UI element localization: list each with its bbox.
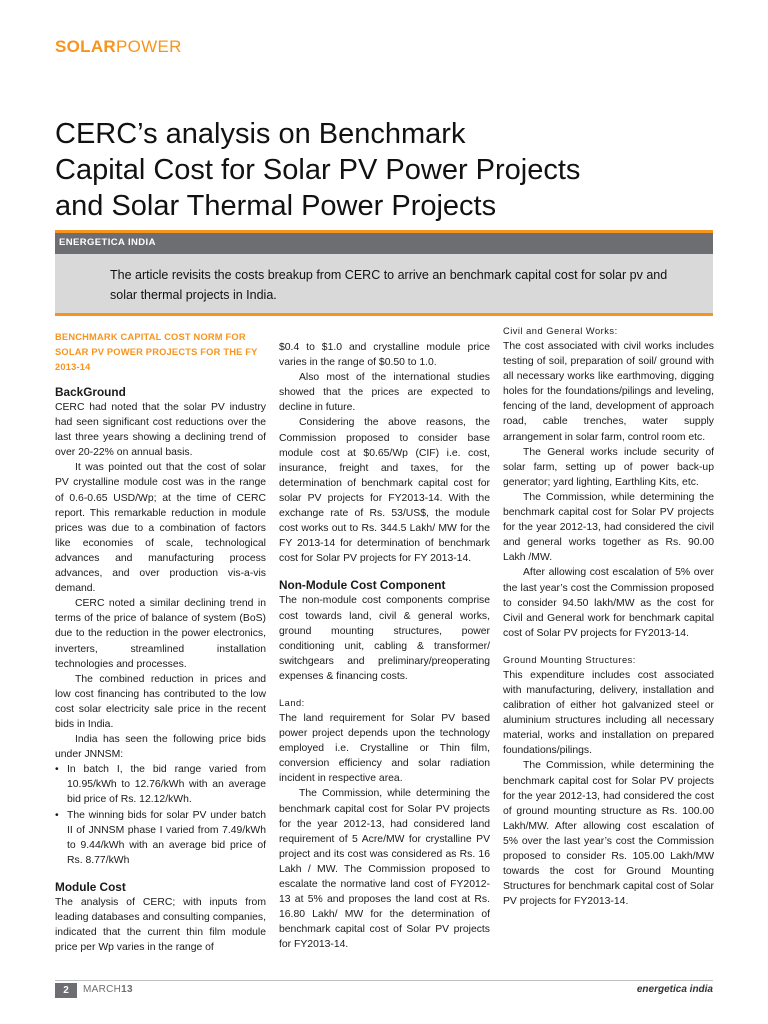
paragraph: The land requirement for Solar PV based power project depends upon the technology employed i.e. Crystalline or Thin film, conversion efficiency and solar radiation incident in respective area. [279,712,490,785]
column-2 [279,330,490,952]
section-heading: BENCHMARK CAPITAL COST NORM FOR SOLAR PV POWER PROJECTS FOR THE FY 2013-14 [55,332,258,372]
paragraph: It was pointed out that the cost of solar PV crystalline module cost was in the range of 0.6-0.65 USD/Wp; at the time of CERC report. This remarkable reduction in module prices was due to a combination of factors like economies of scale, technological advances and manufacturing process advances, and over production vis-a-vis demand. [55,462,266,595]
issue-year: 13 [121,984,133,995]
paragraph: CERC had noted that the solar PV industry had seen significant cost reductions over the last three years showing a declining trend of over 20-22% on annual basis. [55,402,266,459]
section-tag [55,37,182,57]
title-line: Capital Cost for Solar PV Power Projects [55,154,581,186]
author-name: ENERGETICA INDIA [59,237,156,248]
subheading-module-cost: Module Cost [55,879,126,894]
list-item: • In batch I, the bid range varied from 10.95/kWh to 12.76/kWh with an average bid price of Rs. 12.12/kWh. [55,762,266,807]
paragraph: The Commission, while determining the benchmark capital cost for Solar PV projects for the year 2012-13, had considered land requirement of 5 Acre/MW for crystalline PV project and its cost was considered as Rs. 16 Lakh / MW. The Commission proposed to escalate the normative land cost of FY2012-13 at 5% and proposes the land cost at Rs. 16.80 Lakh/ MW for the determination of benchmark capital cost of Solar PV projects for FY2013-14. [279,788,490,951]
paragraph: $0.4 to $1.0 and crystalline module price varies in the range of $0.50 to 1.0. [279,342,490,369]
subheading-land: Land: [279,697,305,708]
subheading-civil-works: Civil and General Works: [503,326,618,336]
section-tag-light: POWER [116,37,182,56]
page-number: 2 [55,983,77,998]
article-title [55,116,695,224]
abstract-text: The article revisits the costs breakup from CERC to arrive an benchmark capital cost for solar pv and solar thermal projects in India. [110,268,668,302]
paragraph: The combined reduction in prices and low cost financing has contributed to the low cost solar electricity sale price in the recent bids in India. [55,673,266,730]
paragraph: The General works include security of solar farm, setting up of power back-up generator; yard lighting, Earthling Kits, etc. [503,446,714,488]
paragraph: Considering the above reasons, the Commission proposed to consider base module cost at $0.65/Wp (CIF) i.e. cost, insurance, freight and taxes, for the determination of benchmark capital cost for solar PV projects for FY2013-14. With the exchange rate of Rs. 53/US$, the module cost works out to Rs. 344.5 Lakh/ MW for the FY 2013-14 for determination of benchmark cost for Solar PV projects for FY 2013-14. [279,417,490,565]
subheading-ground-mounting: Ground Mounting Structures: [503,654,636,665]
bid-list [55,762,266,868]
column-1 [55,330,266,955]
column-3 [503,326,714,909]
paragraph: CERC noted a similar declining trend in terms of the price of balance of system (BoS) due to the reduction in the power electronics, inverters, streamlined installation technologies and processes. [55,598,266,670]
paragraph: The analysis of CERC; with inputs from leading databases and consulting companies, indicated that the current thin film module price per Wp varies in the range of [55,896,266,954]
paragraph: After allowing cost escalation of 5% over the last year’s cost the Commission proposed to consider 94.50 lakh/MW as the cost for Civil and General work for benchmark capital cost of Solar PV projects for FY2013-14. [503,567,714,639]
title-line: and Solar Thermal Power Projects [55,190,497,222]
paragraph: The cost associated with civil works includes testing of soil, preparation of soil/ ground with all necessary works like earthmoving, digging holes for the foundations/pilings and leveling, fencing of the land, development of approach road, cable trenches, water supply arrangement in solar farm, control room etc. [503,341,714,443]
magazine-brand: energetica india [636,984,713,995]
section-tag-bold: SOLAR [55,37,116,56]
footer-divider [55,980,713,981]
subheading-non-module: Non-Module Cost Component [279,578,446,593]
paragraph: India has seen the following price bids under JNNSM: [55,734,266,761]
title-line: CERC’s analysis on Benchmark [55,118,466,150]
paragraph: This expenditure includes cost associated with manufacturing, delivery, installation and calibration of either hot galvanized steel or aluminium structures including all necessary material, works and installation on prepared foundations/pilings. [503,669,714,757]
paragraph: The non-module cost components comprise cost towards land, civil & general works, ground mounting structures, power conditioning unit, cabling & transformer/ switchgears and preliminary/preoperating expenses & financing costs. [279,595,490,682]
issue-month: MARCH [83,984,122,995]
abstract-box [55,254,713,316]
issue-date [83,984,133,995]
subheading-background: BackGround [55,385,126,399]
paragraph: The Commission, while determining the benchmark capital cost for Solar PV projects for the year 2012-13, had considered the cost of ground mounting structure as Rs. 100.00 Lakh/MW. After allowing cost escalation of 5% over the last year’s cost the Commission proposed to consider Rs. 105.00 Lakh/MW towards the cost for Ground Mounting Structures for benchmark capital cost of Solar PV projects for FY2013-14. [503,760,714,908]
author-bar [55,230,713,254]
paragraph: The Commission, while determining the benchmark capital cost for Solar PV projects for the year 2012-13, had considered the civil and general works together as Rs. 90.00 Lakh /MW. [503,491,714,564]
paragraph: Also most of the international studies showed that the prices are expected to decline in future. [279,372,490,414]
list-item: • The winning bids for solar PV under batch II of JNNSM phase I varied from 7.49/kWh to 9.44/kWh with an average bid price of Rs. 8.77/kWh [55,808,266,868]
